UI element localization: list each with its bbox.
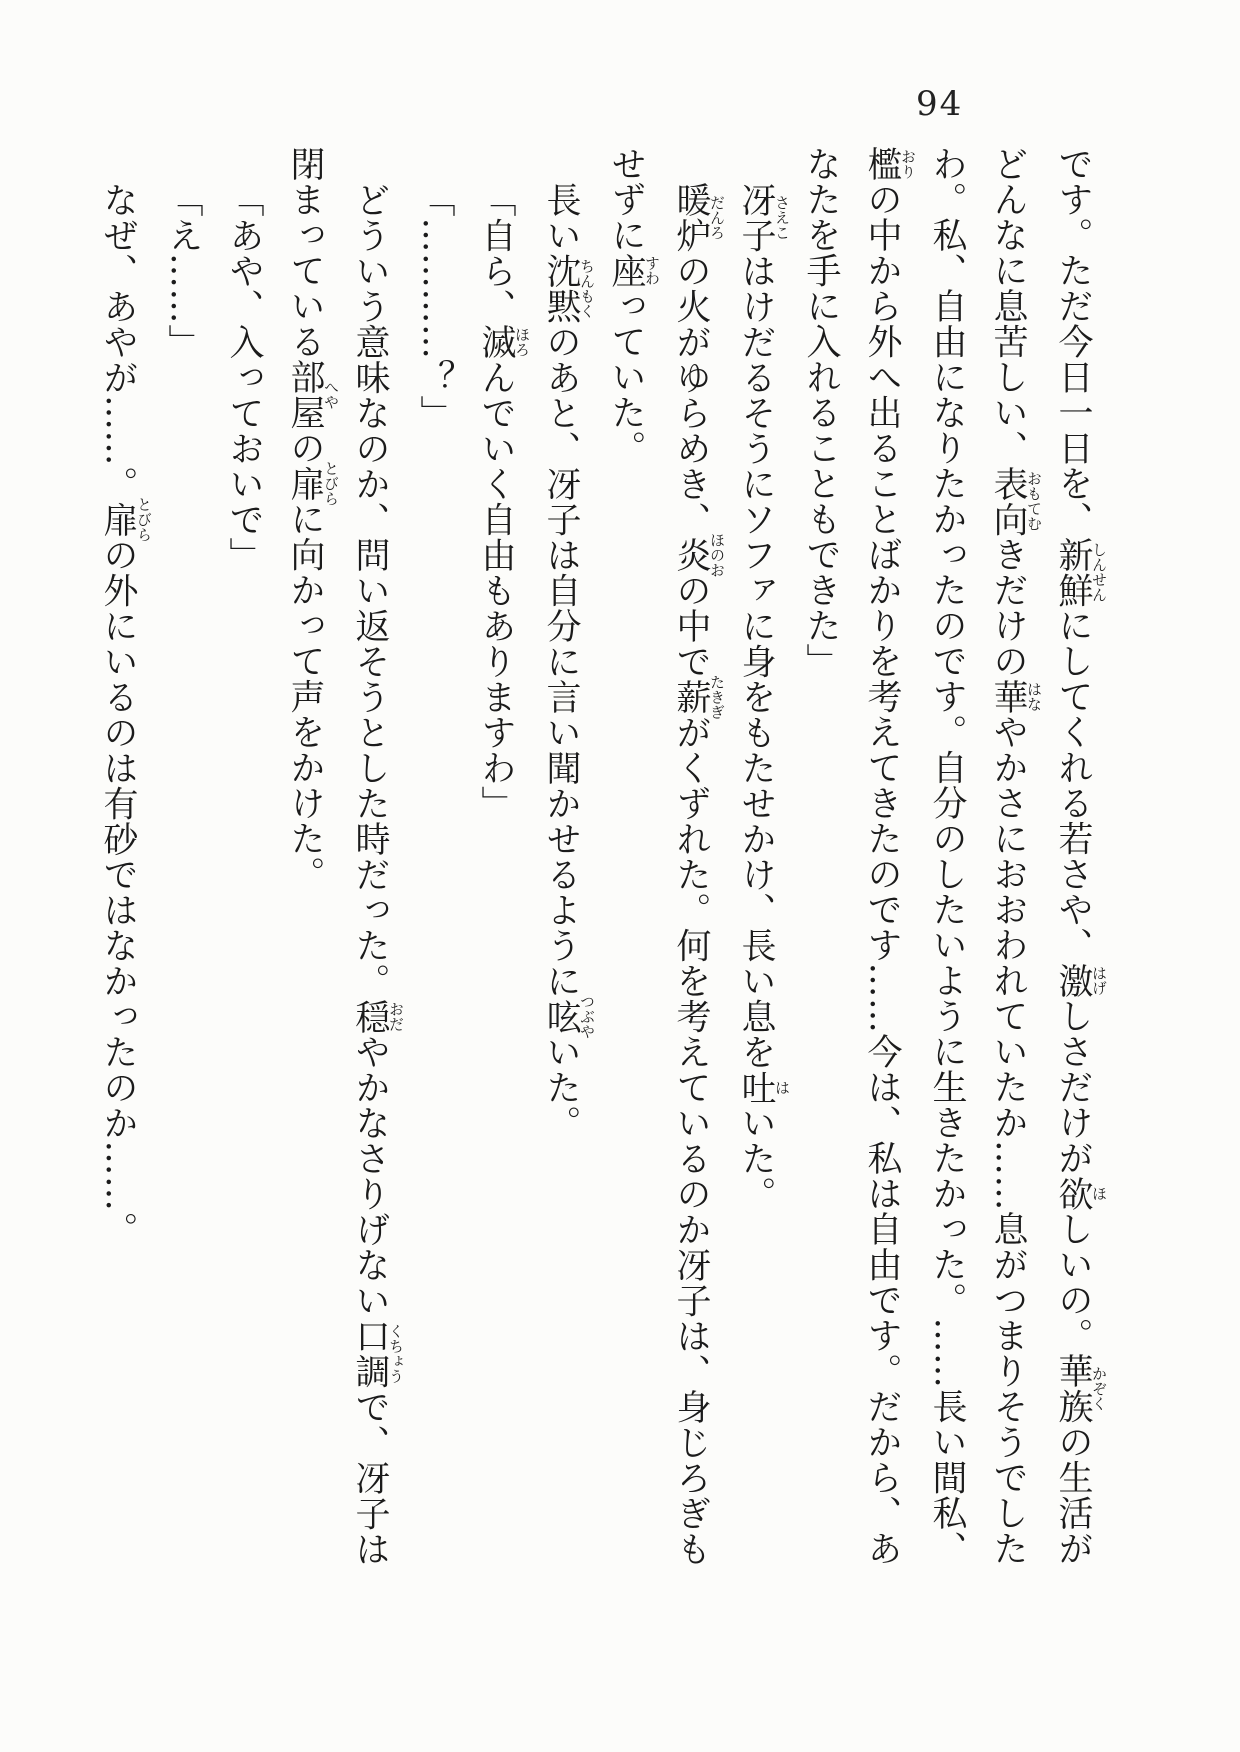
text-line: 「…………？」 [415,182,455,431]
ruby-annotated-word: 穏おだ [350,998,405,1034]
text-line: なたを手に入れることもできた」 [801,146,841,679]
text-columns [87,146,1107,1576]
text-line: せずに座すわっていた。 [606,146,661,466]
ruby-annotated-word: 沈黙ちんもく [541,253,596,324]
ruby-annotated-word: 檻おり [862,146,917,182]
text-line: 檻おりの中から外へ出ることばかりを考えてきたのです……今は、私は自由です。だから、あ [862,146,917,1566]
text-line: なぜ、あやが……。扉とびらの外にいるのは有砂ではなかったのか……。 [98,182,153,1247]
ruby-annotated-word: 欲ほ [1053,1175,1108,1211]
ruby-annotated-word: 華はな [988,678,1043,714]
text-line: 冴子さえこはけだるそうにソファに身をもたせかけ、長い息を吐はいた。 [736,182,791,1212]
ruby-annotated-word: 部屋へや [285,359,340,430]
ruby-annotated-word: 炎ほのお [671,532,726,578]
ruby-annotated-word: 座すわ [606,252,661,288]
text-line: 長い沈黙ちんもくのあと、冴子は自分に言い聞かせるように呟つぶやいた。 [541,182,596,1141]
ruby-annotated-word: 華族かぞく [1053,1353,1108,1424]
ruby-annotated-word: 激はげ [1053,962,1108,998]
text-line: 「え……」 [163,182,203,360]
ruby-annotated-word: 扉とびら [98,496,153,542]
ruby-annotated-word: 吐は [736,1069,791,1105]
ruby-annotated-word: 呟つぶや [541,993,596,1039]
ruby-annotated-word: 滅ほろ [476,324,531,360]
text-line: どういう意味なのか、問い返そうとした時だった。穏おだやかなさりげない口調くちょうで、冴子は [350,182,405,1567]
text-line: どんなに息苦しい、表向おもてむきだけの華はなやかさにおおわれていたか……息がつまりそうでした [988,146,1043,1566]
text-line: わ。私、自由になりたかったのです。自分のしたいように生きたかった。……長い間私、 [927,146,967,1566]
ruby-annotated-word: 表向おもてむ [988,465,1043,537]
text-line: 閉まっている部屋へやの扉とびらに向かって声をかけた。 [285,146,340,892]
page-number: 94 [916,84,964,124]
text-line: です。ただ今日一日を、新鮮しんせんにしてくれる若さや、激はげしさだけが欲ほしいの。華族かぞくの生活が [1053,146,1108,1566]
ruby-annotated-word: 薪たきぎ [671,674,726,720]
text-line: 「あや、入っておいで」 [224,182,264,573]
ruby-annotated-word: 暖炉だんろ [671,182,726,253]
ruby-annotated-word: 扉とびら [285,460,340,506]
ruby-annotated-word: 口調くちょう [350,1318,405,1389]
ruby-annotated-word: 冴子さえこ [736,182,791,253]
text-line: 暖炉だんろの火がゆらめき、炎ほのおの中で薪たきぎがくずれた。何を考えているのか冴子は、身じろぎも [671,182,726,1567]
ruby-annotated-word: 新鮮しんせん [1053,536,1108,608]
text-line: 「自ら、滅ほろんでいく自由もありますわ」 [476,182,531,821]
